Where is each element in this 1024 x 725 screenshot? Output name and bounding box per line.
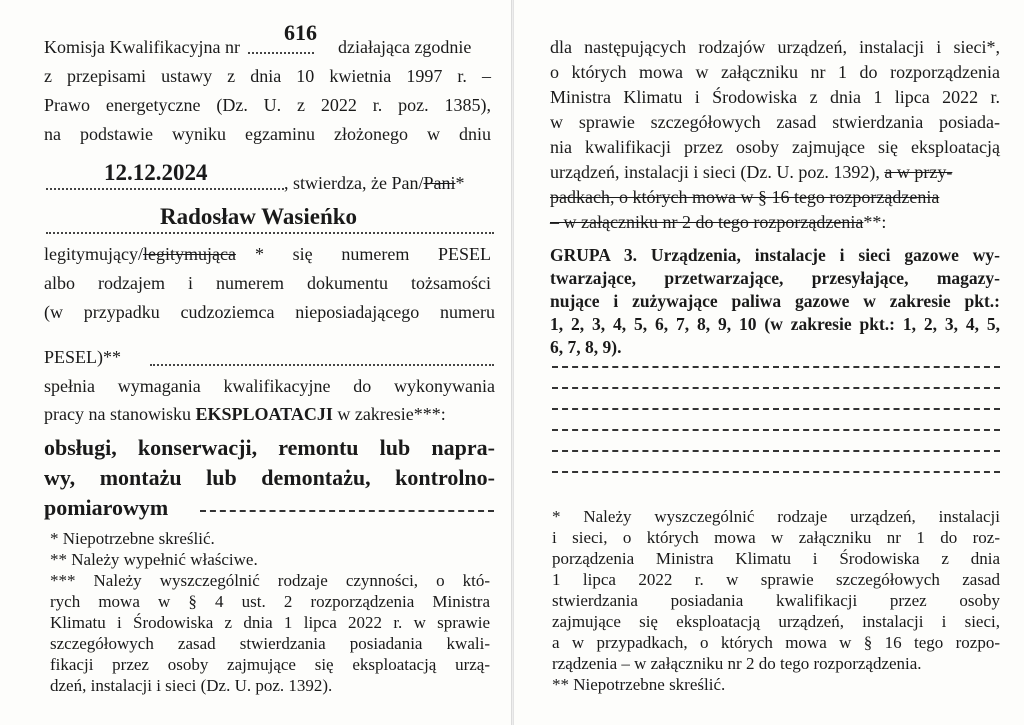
req-line-2-suffix: w zakresie***: (337, 404, 446, 424)
commission-number-field (248, 52, 314, 54)
scope-line-2: wy, montażu lub demontażu, kontrolno- (44, 465, 495, 490)
blank-dash-line-5 (552, 450, 1000, 452)
footnote-left-5: szczegółowych zasad stwierdzania posiadania kwali- (50, 634, 490, 653)
req-line-1: spełnia wymagania kwalifikacyjne do wykonywania (44, 376, 495, 396)
footnote-right-7: rządzenia – w załączniku nr 2 do tego rozporządzenia. (552, 654, 922, 673)
footnote-right-3: 1 lipca 2022 r. w sprawie szczegółowych zasad (552, 570, 1000, 589)
blank-dash-line-6 (552, 471, 1000, 473)
right-line-2: o których mowa w załączniku nr 1 do rozporządzenia (550, 62, 1000, 82)
footnote-right-0: * Należy wyszczególnić rodzaje urządzeń, instalacji (552, 507, 1000, 526)
footnote-right-2: porządzenia Ministra Klimatu i Środowiska z dnia (552, 549, 1000, 568)
commission-prefix: Komisja Kwalifikacyjna nr (44, 37, 240, 57)
law-line-1: z przepisami ustawy z dnia 10 kwietnia 1997 r. – (44, 66, 491, 86)
group-line-5: 6, 7, 8, 9). (550, 337, 622, 357)
law-line-3: na podstawie wyniku egzaminu złożonego w dniu (44, 124, 491, 144)
commission-number: 616 (284, 20, 317, 45)
right-line-1: dla następujących rodzajów urządzeń, instalacji i sieci*, (550, 37, 1000, 57)
right-line-8 (550, 211, 886, 233)
id-line-3: (w przypadku cudzoziemca nieposiadającego numeru (44, 302, 495, 322)
footnote-right-8: ** Niepotrzebne skreślić. (552, 675, 726, 694)
holder-name: Radosław Wasieńko (160, 204, 358, 229)
footnote-right-6: a w przypadkach, o których mowa w § 16 tego rozpo- (552, 633, 1000, 652)
blank-dash-line-1 (552, 366, 1000, 368)
right-line-5: nia kwalifikacji przez osoby zajmujące się eksploatacją (550, 137, 1000, 157)
footnote-left-7: dzeń, instalacji i sieci (Dz. U. poz. 1392). (50, 676, 333, 695)
states-text: , stwierdza, że Pan/ (284, 173, 424, 193)
exam-date: 12.12.2024 (104, 160, 208, 185)
group-line-1: GRUPA 3. Urządzenia, instalacje i sieci gazowe wy- (550, 245, 1000, 265)
right-line-3: Ministra Klimatu i Środowiska z dnia 1 lipca 2022 r. (550, 87, 1000, 107)
footnote-left-6: fikacji przez osoby zajmujące się eksploatacją urzą- (50, 655, 490, 674)
footnote-left-1: ** Należy wypełnić właściwe. (50, 550, 258, 569)
id-prefix: legitymujący/ (44, 244, 143, 264)
scope-fill-dashes (200, 510, 494, 512)
states-line (284, 172, 464, 194)
commission-suffix: działająca zgodnie (338, 37, 472, 57)
position-value: EKSPLOATACJI (195, 404, 333, 424)
scope-line-3: pomiarowym (44, 495, 169, 520)
group-line-4: 1, 2, 3, 4, 5, 6, 7, 8, 9, 10 (w zakresie pkt.: 1, 2, 3, 4, 5, (550, 314, 1000, 334)
states-mark: * (455, 173, 465, 193)
right-line-8-struck: – w załączniku nr 2 do tego rozporządzenia (550, 212, 864, 232)
req-line-2 (44, 403, 446, 425)
exam-date-field (46, 188, 284, 190)
id-struck: legitymująca (142, 244, 236, 264)
id-suffix: * się numerem PESEL (255, 244, 491, 264)
group-line-2: twarzające, przetwarzające, przesyłające, magazy- (550, 268, 1000, 288)
req-line-2-prefix: pracy na stanowisku (44, 404, 191, 424)
right-line-6-normal: urządzeń, instalacji i sieci (Dz. U. poz. 1392), (550, 162, 880, 182)
footnote-left-0: * Niepotrzebne skreślić. (50, 529, 215, 548)
footnote-right-4: stwierdzania posiadania kwalifikacji przez osoby (552, 591, 1000, 610)
right-line-7-struck: padkach, o których mowa w § 16 tego rozporządzenia (550, 187, 940, 207)
right-line-4: w sprawie szczegółowych zasad stwierdzania posiada- (550, 112, 1000, 132)
pesel-label: PESEL)** (44, 347, 122, 367)
right-page (512, 0, 1024, 725)
id-line-2: albo rodzajem i numerem dokumentu tożsamości (44, 273, 491, 293)
id-line-1-left (44, 243, 236, 265)
group-line-3: nujące i zużywające paliwa gazowe w zakresie pkt.: (550, 291, 1000, 311)
footnote-left-2: *** Należy wyszczególnić rodzaje czynności, o któ- (50, 571, 490, 590)
footnote-right-1: i sieci, o których mowa w załączniku nr 1 do roz- (552, 528, 1000, 547)
states-struck: Pani (423, 173, 456, 193)
footnote-left-4: Klimatu i Środowiska z dnia 1 lipca 2022 r. w sprawie (50, 613, 490, 632)
law-line-2: Prawo energetyczne (Dz. U. z 2022 r. poz. 1385), (44, 95, 491, 115)
right-line-6-struck: a w przy- (884, 162, 953, 182)
holder-name-field (46, 232, 494, 234)
right-line-6 (550, 161, 952, 183)
footnote-right-5: zajmujące się eksploatacją urządzeń, instalacji i sieci, (552, 612, 1000, 631)
blank-dash-line-2 (552, 387, 1000, 389)
commission-line (44, 36, 240, 58)
right-line-8-tail: **: (863, 212, 887, 232)
blank-dash-line-4 (552, 429, 1000, 431)
pesel-field (150, 364, 494, 366)
blank-dash-line-3 (552, 408, 1000, 410)
footnote-left-3: rych mowa w § 4 ust. 2 rozporządzenia Ministra (50, 592, 490, 611)
scope-line-1: obsługi, konserwacji, remontu lub napra- (44, 435, 495, 460)
